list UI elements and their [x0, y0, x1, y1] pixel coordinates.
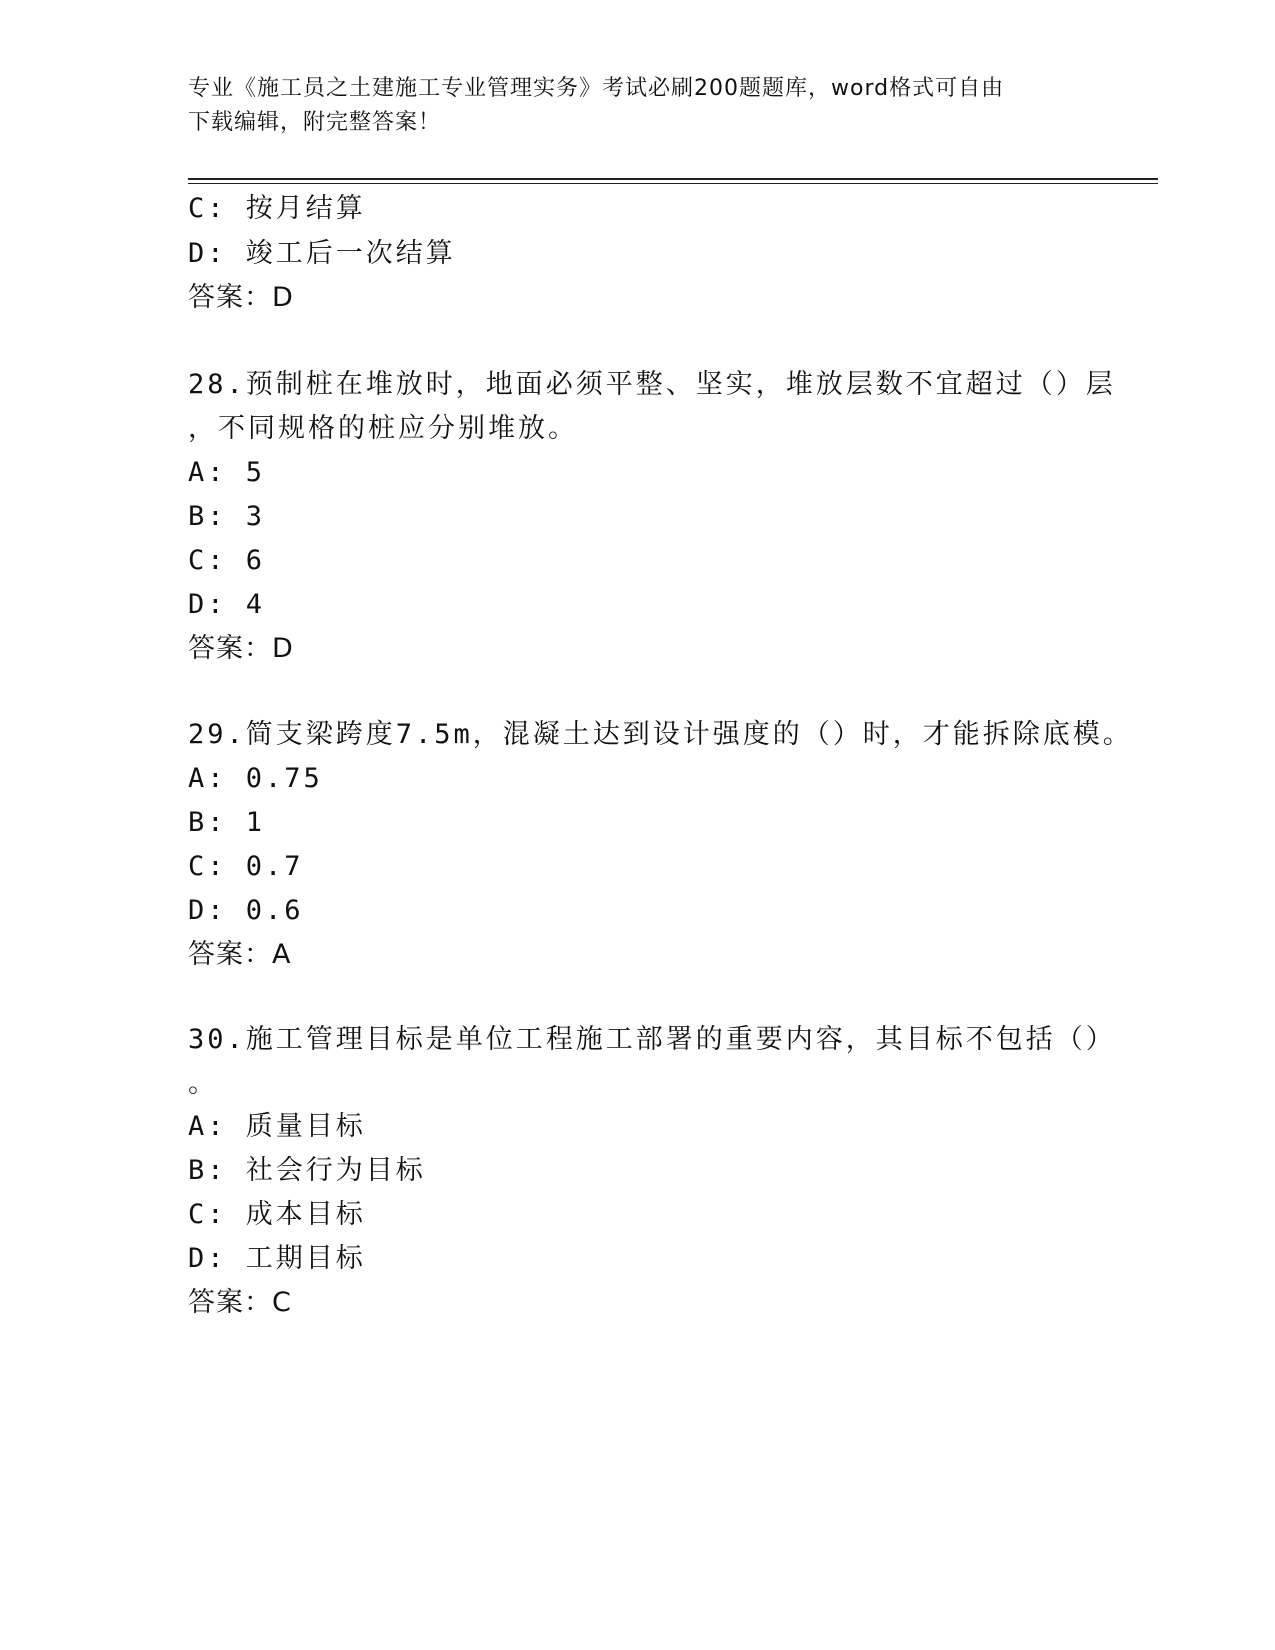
q30-option-a: A: 质量目标 — [188, 1111, 366, 1142]
q30-option-c: C: 成本目标 — [188, 1199, 366, 1230]
prev-option-c: C: 按月结算 — [188, 193, 366, 224]
header-divider-top — [188, 178, 1158, 180]
header-divider-bottom — [188, 183, 1158, 184]
header-title-line-1: 专业《施工员之土建施工专业管理实务》考试必刷200题题库，word格式可自由 — [188, 76, 1005, 101]
document-header — [188, 72, 1088, 140]
q29-option-b: B: 1 — [188, 807, 266, 838]
q30-option-b: B: 社会行为目标 — [188, 1155, 426, 1186]
q28-answer: 答案：D — [188, 633, 294, 664]
q28-option-b: B: 3 — [188, 501, 266, 532]
q29-option-c: C: 0.7 — [188, 851, 304, 882]
q30-answer: 答案：C — [188, 1287, 292, 1318]
q28-stem-line-2: ，不同规格的桩应分别堆放。 — [188, 413, 578, 444]
prev-option-d: D: 竣工后一次结算 — [188, 238, 456, 269]
q29-stem-line-1: 29.简支梁跨度7.5m，混凝土达到设计强度的（）时，才能拆除底模。 — [188, 719, 1133, 750]
q30-stem-line-2: 。 — [188, 1068, 218, 1099]
q30-option-d: D: 工期目标 — [188, 1243, 366, 1274]
q29-option-d: D: 0.6 — [188, 895, 304, 926]
q28-option-c: C: 6 — [188, 545, 266, 576]
q28-stem-line-1: 28.预制桩在堆放时，地面必须平整、坚实，堆放层数不宜超过（）层 — [188, 369, 1116, 400]
q28-option-d: D: 4 — [188, 589, 266, 620]
prev-answer: 答案：D — [188, 282, 294, 313]
q29-answer: 答案：A — [188, 939, 292, 970]
q28-option-a: A: 5 — [188, 457, 266, 488]
header-title-line-2: 下载编辑，附完整答案！ — [188, 110, 442, 135]
q30-stem-line-1: 30.施工管理目标是单位工程施工部署的重要内容，其目标不包括（） — [188, 1024, 1116, 1055]
q29-option-a: A: 0.75 — [188, 763, 323, 794]
